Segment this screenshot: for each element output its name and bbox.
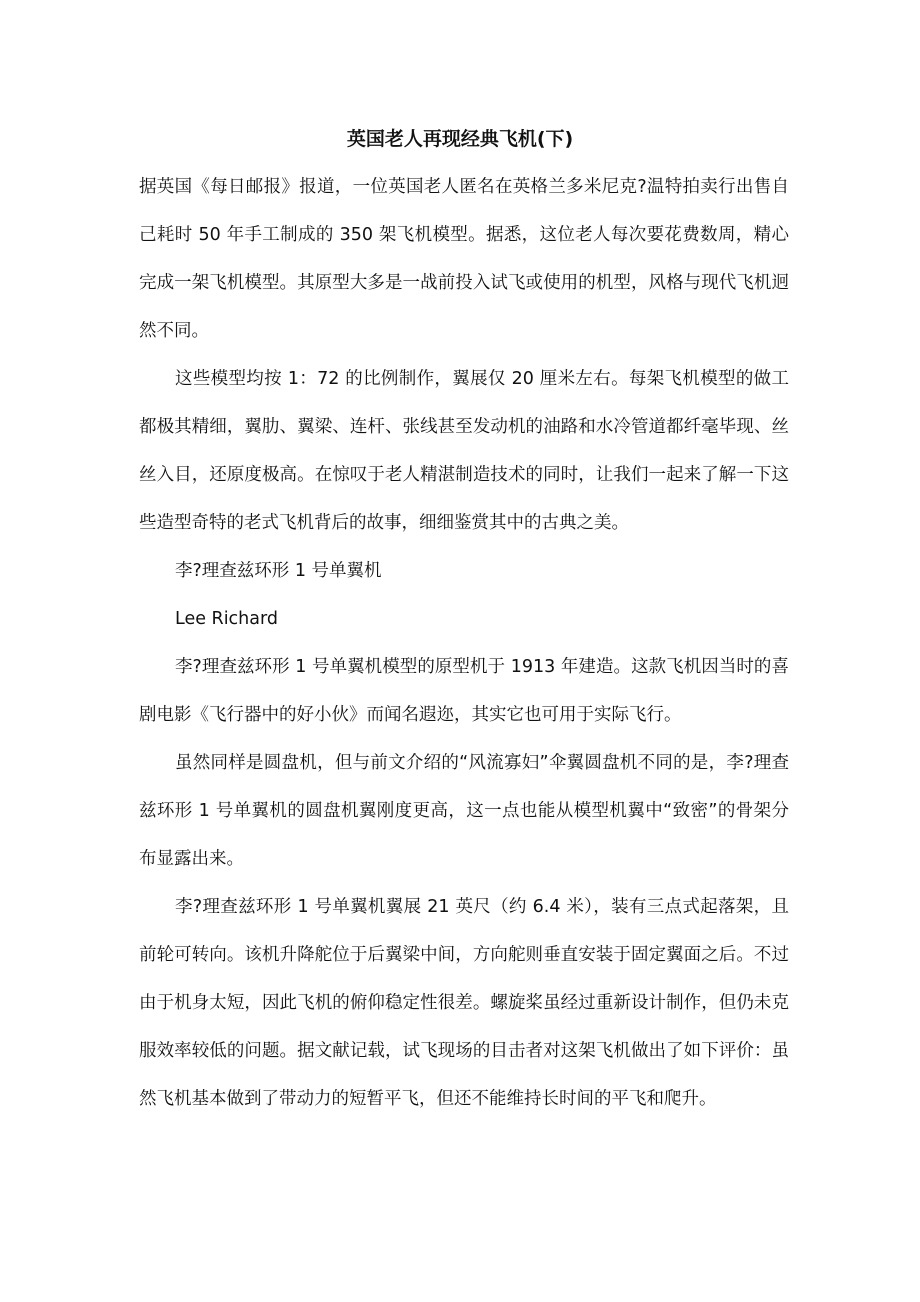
section-heading-cn: 李?理查兹环形 1 号单翼机 — [175, 561, 382, 581]
paragraph-history: 李?理查兹环形 1 号单翼机模型的原型机于 1913 年建造。这款飞机因当时的喜剧电影《飞行器中的好小伙》而闻名遐迩，其实它也可用于实际飞行。 — [139, 657, 789, 725]
paragraph-intro: 据英国《每日邮报》报道，一位英国老人匿名在英格兰多米尼克?温特拍卖行出售自己耗时 50 年手工制成的 350 架飞机模型。据悉，这位老人每次要花费数周，精心完成一架飞机模型。其原型大多是一战前投入试飞或使用的机型，风格与现代飞机迥然不同。 — [139, 177, 789, 341]
section-heading-en: Lee Richard — [175, 609, 278, 629]
paragraph-model-scale: 这些模型均按 1：72 的比例制作，翼展仅 20 厘米左右。每架飞机模型的做工都极其精细，翼肋、翼梁、连杆、张线甚至发动机的油路和水冷管道都纤毫毕现、丝丝入目，还原度极高。在惊叹于老人精湛制造技术的同时，让我们一起来了解一下这些造型奇特的老式飞机背后的故事，细细鉴赏其中的古典之美。 — [139, 369, 789, 533]
paragraph-specs: 李?理查兹环形 1 号单翼机翼展 21 英尺（约 6.4 米），装有三点式起落架，且前轮可转向。该机升降舵位于后翼梁中间，方向舵则垂直安装于固定翼面之后。不过由于机身太短，因此飞机的俯仰稳定性很差。螺旋桨虽经过重新设计制作，但仍未克服效率较低的问题。据文献记载，试飞现场的目击者对这架飞机做出了如下评价：虽然飞机基本做到了带动力的短暂平飞，但还不能维持长时间的平飞和爬升。 — [139, 897, 789, 1109]
document-title: 英国老人再现经典飞机(下) — [346, 128, 574, 150]
paragraph-comparison: 虽然同样是圆盘机，但与前文介绍的“风流寡妇”伞翼圆盘机不同的是，李?理查兹环形 1 号单翼机的圆盘机翼刚度更高，这一点也能从模型机翼中“致密”的骨架分布显露出来。 — [139, 753, 789, 869]
